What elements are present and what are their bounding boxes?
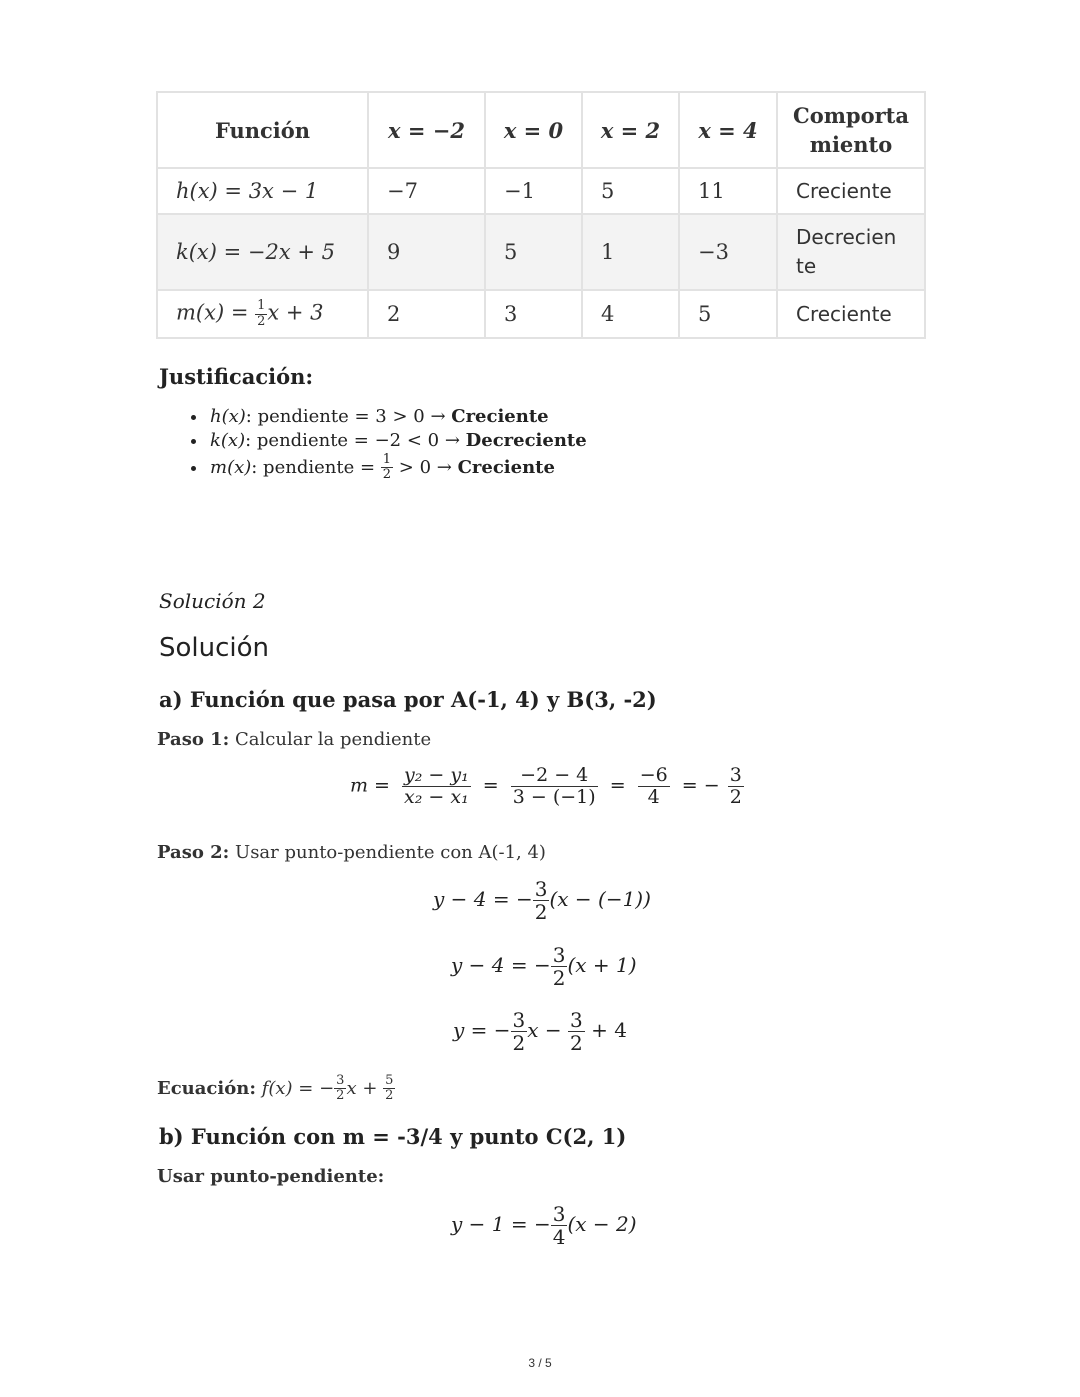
eq3-fraction-2 (568, 1009, 585, 1054)
header-x-2: x = 2 (582, 92, 679, 168)
row-h-v2: −1 (485, 168, 582, 214)
header-x-4: x = 4 (679, 92, 777, 168)
equation-lhs: f(x) = − (261, 1077, 335, 1099)
eq1-rhs: (x − (−1)) (549, 887, 651, 911)
table-row (157, 168, 925, 214)
row-k-behavior-line2: te (796, 254, 817, 278)
just-h-var: h(x) (210, 406, 246, 427)
equation-den2: 2 (385, 1088, 394, 1104)
slope-frac-3 (638, 765, 670, 808)
slope-frac-1 (402, 765, 471, 808)
justification-item-h (208, 405, 587, 429)
justification-item-m (208, 453, 587, 483)
part-b-title: b) Función con m = -3/4 y punto C(2, 1) (159, 1124, 627, 1149)
equation-num1: 3 (336, 1073, 345, 1088)
b-eq-den: 4 (552, 1225, 566, 1249)
just-k-result: Decreciente (465, 430, 587, 451)
slope-f4-num: 3 (729, 764, 742, 786)
header-comportamiento-line2: miento (809, 132, 893, 157)
just-k-text: : pendiente (245, 430, 349, 451)
header-x-0: x = 0 (485, 92, 582, 168)
slope-f3-num: −6 (639, 764, 668, 786)
row-k-v2: 5 (485, 214, 582, 290)
eq2-num: 3 (552, 943, 566, 967)
equation-mid: x + (346, 1077, 378, 1099)
slope-m: m = (350, 774, 390, 797)
b-eq-num: 3 (552, 1202, 566, 1226)
table-header-row (157, 92, 925, 168)
equation-den1: 2 (336, 1088, 345, 1104)
slope-f1-num: y₂ − y₁ (404, 764, 469, 786)
functions-table (156, 91, 926, 339)
eq2-lhs: y − 4 = − (451, 953, 551, 977)
row-m-func-suffix: x + 3 (267, 300, 324, 325)
justification-list (188, 405, 587, 483)
row-k-behavior (777, 214, 925, 290)
equation-fraction-2 (383, 1074, 395, 1104)
table-row (157, 290, 925, 338)
row-h-v1: −7 (368, 168, 485, 214)
step2-label: Paso 2: (157, 842, 230, 863)
equation-label: Ecuación: (157, 1077, 256, 1099)
slope-frac-2 (511, 765, 598, 808)
part-a-title: a) Función que pasa por A(-1, 4) y B(3, -2) (159, 687, 657, 712)
b-eq-fraction (551, 1203, 568, 1248)
row-m-v1: 2 (368, 290, 485, 338)
just-m-text: : pendiente (251, 456, 355, 478)
equation-fraction-1 (334, 1074, 346, 1104)
eq3-num2: 3 (570, 1008, 583, 1032)
header-funcion: Función (157, 92, 368, 168)
just-h-text: : pendiente (245, 406, 349, 427)
row-m-behavior: Creciente (777, 290, 925, 338)
eq3-rhs: + 4 (591, 1018, 627, 1042)
row-m-v4: 5 (679, 290, 777, 338)
page-number: 3 / 5 (528, 1356, 552, 1370)
header-comportamiento (777, 92, 925, 168)
table-row (157, 214, 925, 290)
equation-line (157, 1074, 395, 1104)
row-m-func-num: 1 (257, 298, 266, 314)
row-m-v3: 4 (582, 290, 679, 338)
step1-text: Calcular la pendiente (229, 729, 432, 750)
eq1-lhs: y − 4 = − (433, 887, 533, 911)
row-h-v4: 11 (679, 168, 777, 214)
just-m-rel: > 0 → (393, 456, 458, 478)
b-eq-rhs: (x − 2) (567, 1212, 637, 1236)
just-k-var: k(x) (210, 430, 246, 451)
row-h-behavior: Creciente (777, 168, 925, 214)
eq2-rhs: (x + 1) (567, 953, 637, 977)
eq3-fraction-1 (511, 1009, 528, 1054)
slope-f1-den: x₂ − x₁ (404, 785, 469, 808)
just-m-var: m(x) (210, 456, 252, 478)
row-m-func-den: 2 (257, 313, 266, 329)
just-m-num: 1 (382, 452, 392, 467)
step1-label: Paso 1: (157, 729, 230, 750)
slope-f2-den: 3 − (−1) (512, 785, 596, 808)
slope-eq-2: = (609, 774, 626, 797)
step2-line (157, 842, 546, 863)
row-m-func-fraction (255, 299, 267, 329)
slope-f3-den: 4 (647, 785, 660, 808)
eq3-den1: 2 (512, 1031, 526, 1055)
row-k-func: k(x) = −2x + 5 (157, 214, 368, 290)
part-b-eq (451, 1203, 637, 1248)
equation-num2: 5 (385, 1073, 394, 1088)
justification-item-k (208, 429, 587, 453)
row-h-func: h(x) = 3x − 1 (157, 168, 368, 214)
step2-text: Usar punto-pendiente con A(-1, 4) (229, 842, 546, 863)
row-k-v4: −3 (679, 214, 777, 290)
part-b-step: Usar punto-pendiente: (157, 1166, 385, 1187)
slope-f4-den: 2 (729, 785, 742, 808)
just-h-rel: = 3 > 0 → (348, 406, 452, 427)
slope-frac-4 (728, 765, 744, 808)
eq1-fraction (533, 878, 550, 923)
solution-label: Solución 2 (159, 589, 266, 613)
slope-neg: = − (681, 774, 720, 797)
eq2-den: 2 (552, 966, 566, 990)
header-comportamiento-line1: Comporta (792, 103, 909, 128)
slope-eq-1: = (482, 774, 499, 797)
row-k-behavior-line1: Decrecien (796, 225, 897, 249)
row-m-func-prefix: m(x) = (176, 300, 256, 325)
point-slope-eq-3 (453, 1009, 627, 1054)
just-h-result: Creciente (451, 406, 549, 427)
point-slope-eq-2 (451, 944, 637, 989)
just-k-rel: = −2 < 0 → (348, 430, 466, 451)
row-k-v1: 9 (368, 214, 485, 290)
just-m-eq: = (354, 456, 381, 478)
eq3-mid: x − (527, 1018, 562, 1042)
row-h-v3: 5 (582, 168, 679, 214)
eq3-lhs: y = − (453, 1018, 511, 1042)
point-slope-eq-1 (433, 878, 651, 923)
slope-equation (350, 765, 744, 808)
eq3-num1: 3 (512, 1008, 526, 1032)
b-eq-lhs: y − 1 = − (451, 1212, 551, 1236)
just-m-result: Creciente (457, 456, 555, 478)
just-m-fraction (381, 453, 393, 483)
just-m-den: 2 (382, 467, 392, 483)
eq1-num: 3 (534, 877, 548, 901)
eq2-fraction (551, 944, 568, 989)
header-x-neg2: x = −2 (368, 92, 485, 168)
row-k-v3: 1 (582, 214, 679, 290)
slope-f2-num: −2 − 4 (511, 765, 598, 787)
row-m-func (157, 290, 368, 338)
step1-line (157, 729, 431, 750)
eq3-den2: 2 (570, 1031, 583, 1055)
row-m-v2: 3 (485, 290, 582, 338)
justification-title: Justificación: (159, 364, 314, 389)
eq1-den: 2 (534, 900, 548, 924)
solution-title: Solución (159, 633, 270, 663)
